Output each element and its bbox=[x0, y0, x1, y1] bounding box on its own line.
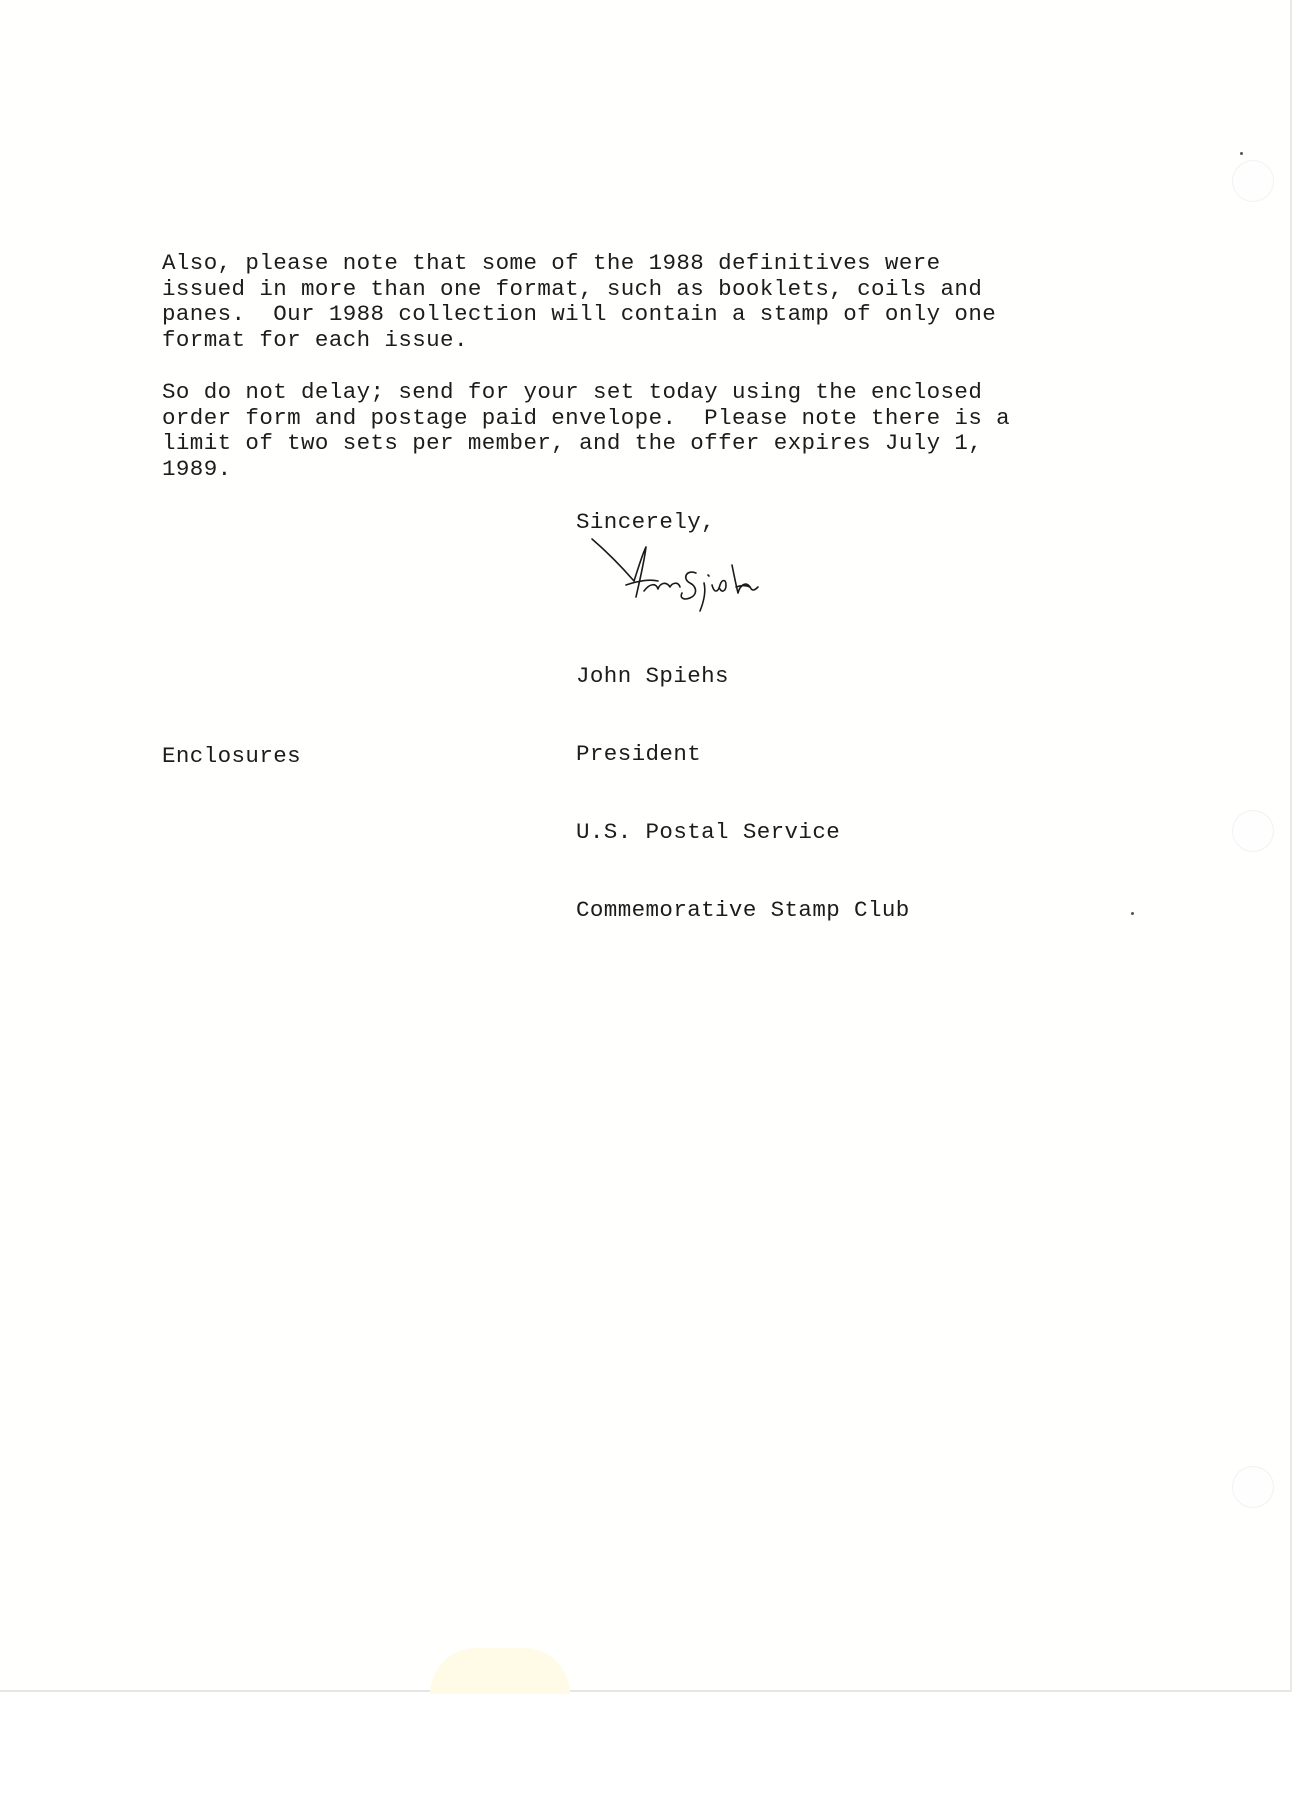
handwritten-signature bbox=[586, 535, 796, 615]
scan-margin bbox=[0, 1694, 1308, 1799]
signatory-name: John Spiehs bbox=[576, 663, 729, 689]
body-paragraph-1: Also, please note that some of the 1988 definitives were issued in more than one format, such as booklets, coils and panes. Our 1988 collection will contain a stamp of only one format for each issue. bbox=[162, 250, 997, 353]
punch-hole-bottom bbox=[1232, 1466, 1274, 1508]
scan-speck bbox=[1240, 152, 1243, 155]
punch-hole-top bbox=[1232, 160, 1274, 202]
closing-salutation: Sincerely, bbox=[576, 509, 716, 535]
body-paragraph-2: So do not delay; send for your set today using the enclosed order form and postage paid envelope. Please note there is a limit of two sets per member, and the offer expires July 1, 1989. bbox=[162, 379, 1011, 482]
paper-stain bbox=[430, 1648, 570, 1694]
scan-speck bbox=[1131, 912, 1134, 915]
signatory-org-line-1: U.S. Postal Service bbox=[576, 819, 841, 845]
signatory-title: President bbox=[576, 741, 702, 767]
punch-hole-middle bbox=[1232, 810, 1274, 852]
signature-block bbox=[576, 611, 910, 975]
signatory-org-line-2: Commemorative Stamp Club bbox=[576, 897, 910, 923]
enclosures-note: Enclosures bbox=[162, 743, 302, 769]
